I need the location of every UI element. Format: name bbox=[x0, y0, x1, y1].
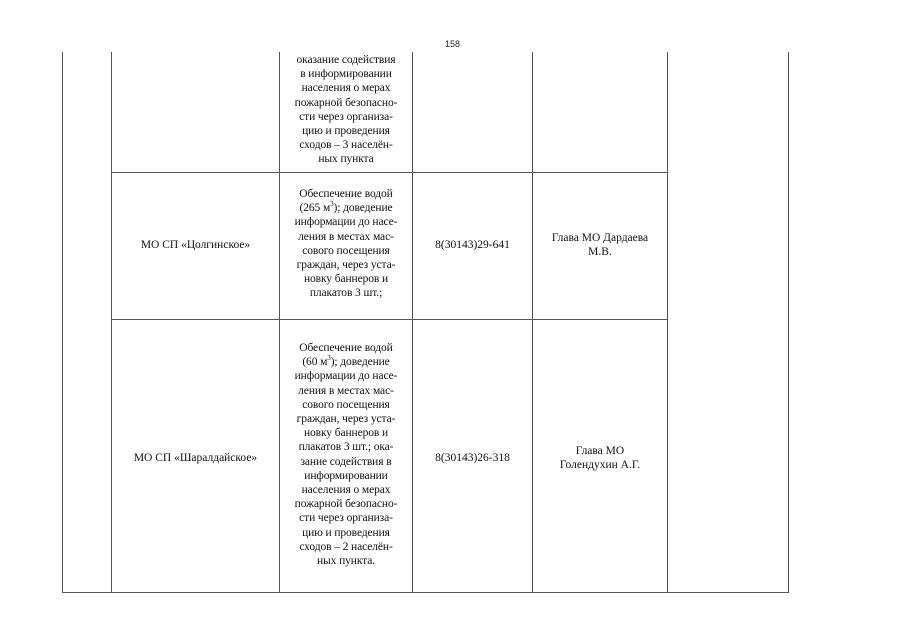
measures-line: ления в местах мас- bbox=[298, 384, 394, 397]
responsible-cell: Глава МО Дардаева М.В. bbox=[551, 232, 649, 259]
measures-line: ных пункта bbox=[318, 153, 374, 166]
measures-line: граждан, через уста- bbox=[296, 259, 396, 272]
measures-line: населения о мерах bbox=[301, 484, 391, 497]
measures-line: сти через организа- bbox=[299, 512, 393, 525]
measures-line: населения о мерах bbox=[301, 82, 391, 95]
municipality-cell: МО СП «Цолгинское» bbox=[140, 239, 251, 251]
municipality-cell: МО СП «Шаралдайское» bbox=[133, 452, 258, 464]
measures-line: информации до насе- bbox=[294, 216, 398, 229]
page-number: 158 bbox=[444, 39, 461, 49]
table-row bbox=[280, 53, 412, 167]
measures-line: сходов – 2 населён- bbox=[299, 540, 393, 553]
measures-line: граждан, через уста- bbox=[296, 413, 396, 426]
measures-line: сти через организа- bbox=[299, 110, 393, 123]
measures-line: пожарной безопасно- bbox=[294, 498, 398, 511]
measures-line: сового посещения bbox=[302, 244, 390, 257]
responsible-cell: Глава МО Голендухин А.Г. bbox=[559, 445, 641, 472]
measures-line: плакатов 3 шт.; ока- bbox=[298, 441, 394, 454]
phone-cell: 8(30143)29-641 bbox=[435, 239, 510, 251]
measures-line: ления в местах мас- bbox=[298, 230, 394, 243]
measures-line: цию и проведения bbox=[302, 526, 390, 539]
measures-cell bbox=[280, 341, 412, 568]
measures-line: (60 $м^3$); доведение bbox=[302, 354, 390, 369]
measures-line: цию и проведения bbox=[302, 125, 390, 138]
measures-line: плакатов 3 шт.; bbox=[309, 287, 383, 300]
measures-cell bbox=[280, 187, 412, 301]
measures-line: информировании bbox=[304, 469, 388, 482]
measures-line: оказание содействия bbox=[296, 54, 396, 66]
measures-line: в информировании bbox=[300, 68, 392, 81]
measures-line: зание содействия в bbox=[300, 455, 392, 468]
measures-line: Обеспечение водой bbox=[299, 188, 393, 200]
measures-line: (265 $м^3$); доведение bbox=[299, 200, 393, 215]
measures-line: сового посещения bbox=[302, 398, 390, 411]
measures-line: новку баннеров и bbox=[303, 273, 389, 286]
measures-line: Обеспечение водой bbox=[299, 342, 393, 354]
measures-line: пожарной безопасно- bbox=[294, 96, 398, 109]
measures-line: информации до насе- bbox=[294, 370, 398, 383]
measures-line: новку баннеров и bbox=[303, 427, 389, 440]
measures-line: ных пункта. bbox=[316, 555, 376, 568]
measures-line: сходов – 3 населён- bbox=[299, 139, 393, 152]
phone-cell: 8(30143)26-318 bbox=[435, 452, 510, 464]
